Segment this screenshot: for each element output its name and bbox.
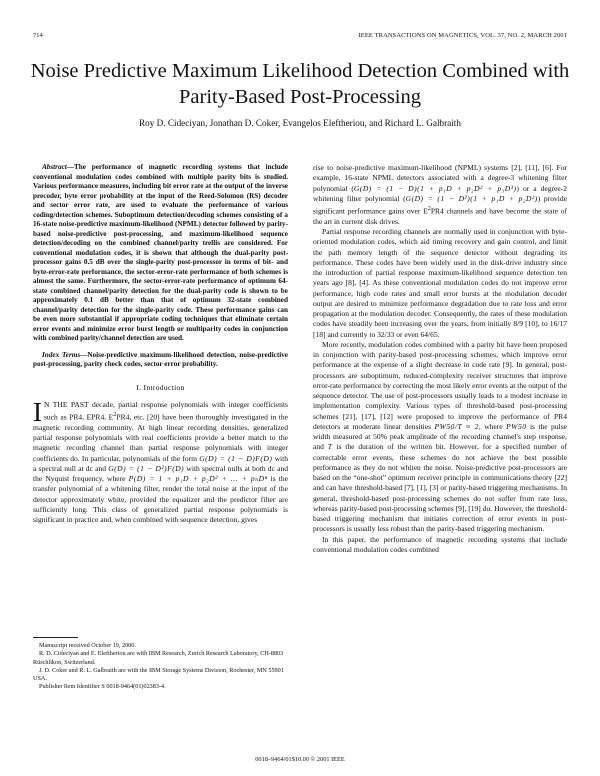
section-heading: I. Introduction	[136, 382, 185, 392]
author-list: Roy D. Cideciyan, Jonathan D. Coker, Evangelos Eleftheriou, and Richard L. Galbraith	[139, 118, 461, 128]
abstract	[33, 163, 288, 344]
index-terms-text: Noise-predictive maximum-likelihood detection, noise-predictive post-processing, parity check codes, sector error probability.	[33, 350, 288, 368]
footnote: R. D. Cideciyan and E. Eleftheriou are with IBM Research, Zurich Research Laboratory, CH-8803 Rüschlikon, Switzerland.	[33, 650, 284, 666]
paragraph: Partial response recording channels are normally used in conjunction with byte-oriented modulation codes, which aid timing recovery and gain control, and limit the path memory length of the sequence detector without degrading its performance. These codes have been widely used in the disk-drive industry since the introduction of partial response maximum-likelihood sequence detection ten years ago [8], [4]. As these conventional modulation codes do not improve error performance, high code rates and small error bursts at the modulation decoder output are desired to minimize performance degradation due to rate loss and error propagation at the modulation decoder. Consequently, the rates of these modulation codes have steadily been increasing over the years, from initially 8/9 [10], to 16/17 [18] and currently to 32/33 or even 64/65.	[313, 227, 567, 339]
index-terms-label: Index Terms—	[42, 350, 88, 359]
footnotes	[33, 637, 288, 692]
index-terms	[33, 351, 288, 370]
paper-title: Noise Predictive Maximum Likelihood Detection Combined with Parity-Based Post-Processing	[30, 60, 570, 108]
copyright-line: 0018–9464/01$10.00 © 2001 IEEE	[255, 756, 345, 763]
intro-paragraph: I N THE PAST decade, partial response polynomials with integer coefficients such as PR4, EPR4, $E^2PR4$, etc. [20] have been thoroughly investigated in the magnetic recording community. At high linear recording densities, generalized partial response polynomials with real coefficients provide a better match to the magnetic recording channel than partial response polynomials with integer coefficients do. In particular, polynomials of the form G(D) = (1 − D)F(D) with a spectral null at dc and G(D) = (1 − D²)F(D) with spectral nulls at both dc and the Nyquist frequency, where P(D) = 1 + p₁D + p₂D² + … + pₙDⁿ is the transfer polynomial of a whitening filter, render the total noise at the input of the detector approximately white, provided the equalizer and the predictor filter are sufficiently long. This class of generalized partial response polynomials is significant in practice and, when combined with sequence detection, gives	[33, 396, 289, 525]
equation: G(D) = (1 − D²)(1 + p₁D + p₂D²)	[405, 193, 538, 203]
equation: PW50	[506, 421, 527, 431]
footnote: Manuscript received October 19, 2000.	[39, 642, 136, 649]
right-column	[313, 163, 567, 555]
equation: T	[327, 442, 333, 452]
equation: G(D) = (1 − D)(1 + p₁D + p₂D² + p₃D³)	[353, 183, 517, 193]
equation: G(D) = (1 − D²)F(D)	[108, 463, 185, 473]
footnote: J. D. Coker and R. L. Galbraith are with the IBM Storage Systems Division, Rochester, MN 55901 USA.	[33, 666, 284, 683]
running-header	[33, 32, 567, 44]
left-column	[33, 163, 288, 525]
footnote-rule	[33, 637, 78, 638]
equation: PW50/T ≈ 2	[434, 421, 479, 431]
drop-cap: I	[33, 396, 42, 427]
paragraph: More recently, modulation codes combined with a parity bit have been proposed in conjunction with parity-based post-processing schemes, which improve error performance at the expense of a slight decrease in code rate [9]. In general, post-processors are suboptimum, reduced-complexity receiver structures that improve error-rate performance by correcting the most likely error events at the output of the sequence detector. The use of post-processors usually leads to a modest increase in implementation complexity. Various types of threshold-based post-processing schemes [21], [17], [12] were proposed to improve the performance of PR4 detectors at moderate linear densities PW50/T ≈ 2, where PW50 is the pulse width measured at 50% peak amplitude of the recording channel's step response, and T is the duration of the written bit. However, for a specified number of correctable error events, these schemes do not achieve the best possible performance as they do not whiten the noise. Noise-predictive post-processors are based on the “one-shot” optimum receiver principle in communications theory [22] and can have threshold-based [7], [1], [3] or parity-based triggering mechanisms. In general, threshold-based post-processing schemes do not suffer from rate loss, whereas parity-based post-processing schemes [9], [19] do. However, the threshold-based triggering mechanism that initiates correction of error events in post-processors is usually less robust than the parity-based triggering mechanism.	[313, 339, 567, 534]
page-number: 714	[33, 32, 43, 39]
abstract-text: The performance of magnetic recording systems that include conventional modulation codes combined with multiple parity bits is studied. Various performance measures, including bit error rate at the output of the inverse precoder, byte error probability at the input of the Reed-Solomon (RS) decoder and sector error rate, are used to evaluate the performance of various coding/detection schemes. Suboptimum detection/decoding schemes consisting of a 16-state noise-predictive maximum-likelihood (NPML) detector followed by parity-based noise-predictive post-processing, and maximum-likelihood sequence detection/decoding on the combined channel/parity trellis are considered. For conventional modulation codes, it is shown that although the dual-parity post-processor gains 0.5 dB over the single-parity post-processor in terms of bit- and byte-error-rate performance, the sector-error-rate performance of both schemes is almost the same. Furthermore, the sector-error-rate performance of optimum 64-state combined channel/parity detection for the dual-parity code is shown to be approximately 0.1 dB better than that of optimum 32-state combined channel/parity detection for the single-parity code. These performance gains can be even more substantial if appropriate coding techniques that eliminate certain error events and minimize error burst length or multiparity codes in conjunction with combined parity/channel detection are used.	[33, 163, 288, 342]
paragraph: In this paper, the performance of magnetic recording systems that include conventional modulation codes combined	[313, 534, 567, 554]
equation: G(D) = (1 − D)F(D)	[199, 453, 273, 463]
equation: P(D) = 1 + p₁D + p₂D² + … + pₙDⁿ	[128, 474, 268, 484]
journal-name: IEEE TRANSACTIONS ON MAGNETICS, VOL. 37, NO. 2, MARCH 2001	[358, 32, 567, 39]
abstract-label: Abstract—	[42, 163, 74, 171]
paragraph: rise to noise-predictive maximum-likelihood (NPML) systems [2], [11], [6]. For example, 16-state NPML detectors associated with a degree-3 whitening filter polynomial (G(D) = (1 − D)(1 + p₁D + p₂D² + p₃D³)) or a degree-2 whitening filter polynomial (G(D) = (1 − D²)(1 + p₁D + p₂D²)) provide significant performance gains over $E^2PR4$ channels and have become the state of the art in current disk drives.	[313, 163, 567, 226]
footnote: Publisher Item Identifier S 0018-9464(01)02383-4.	[39, 683, 166, 691]
